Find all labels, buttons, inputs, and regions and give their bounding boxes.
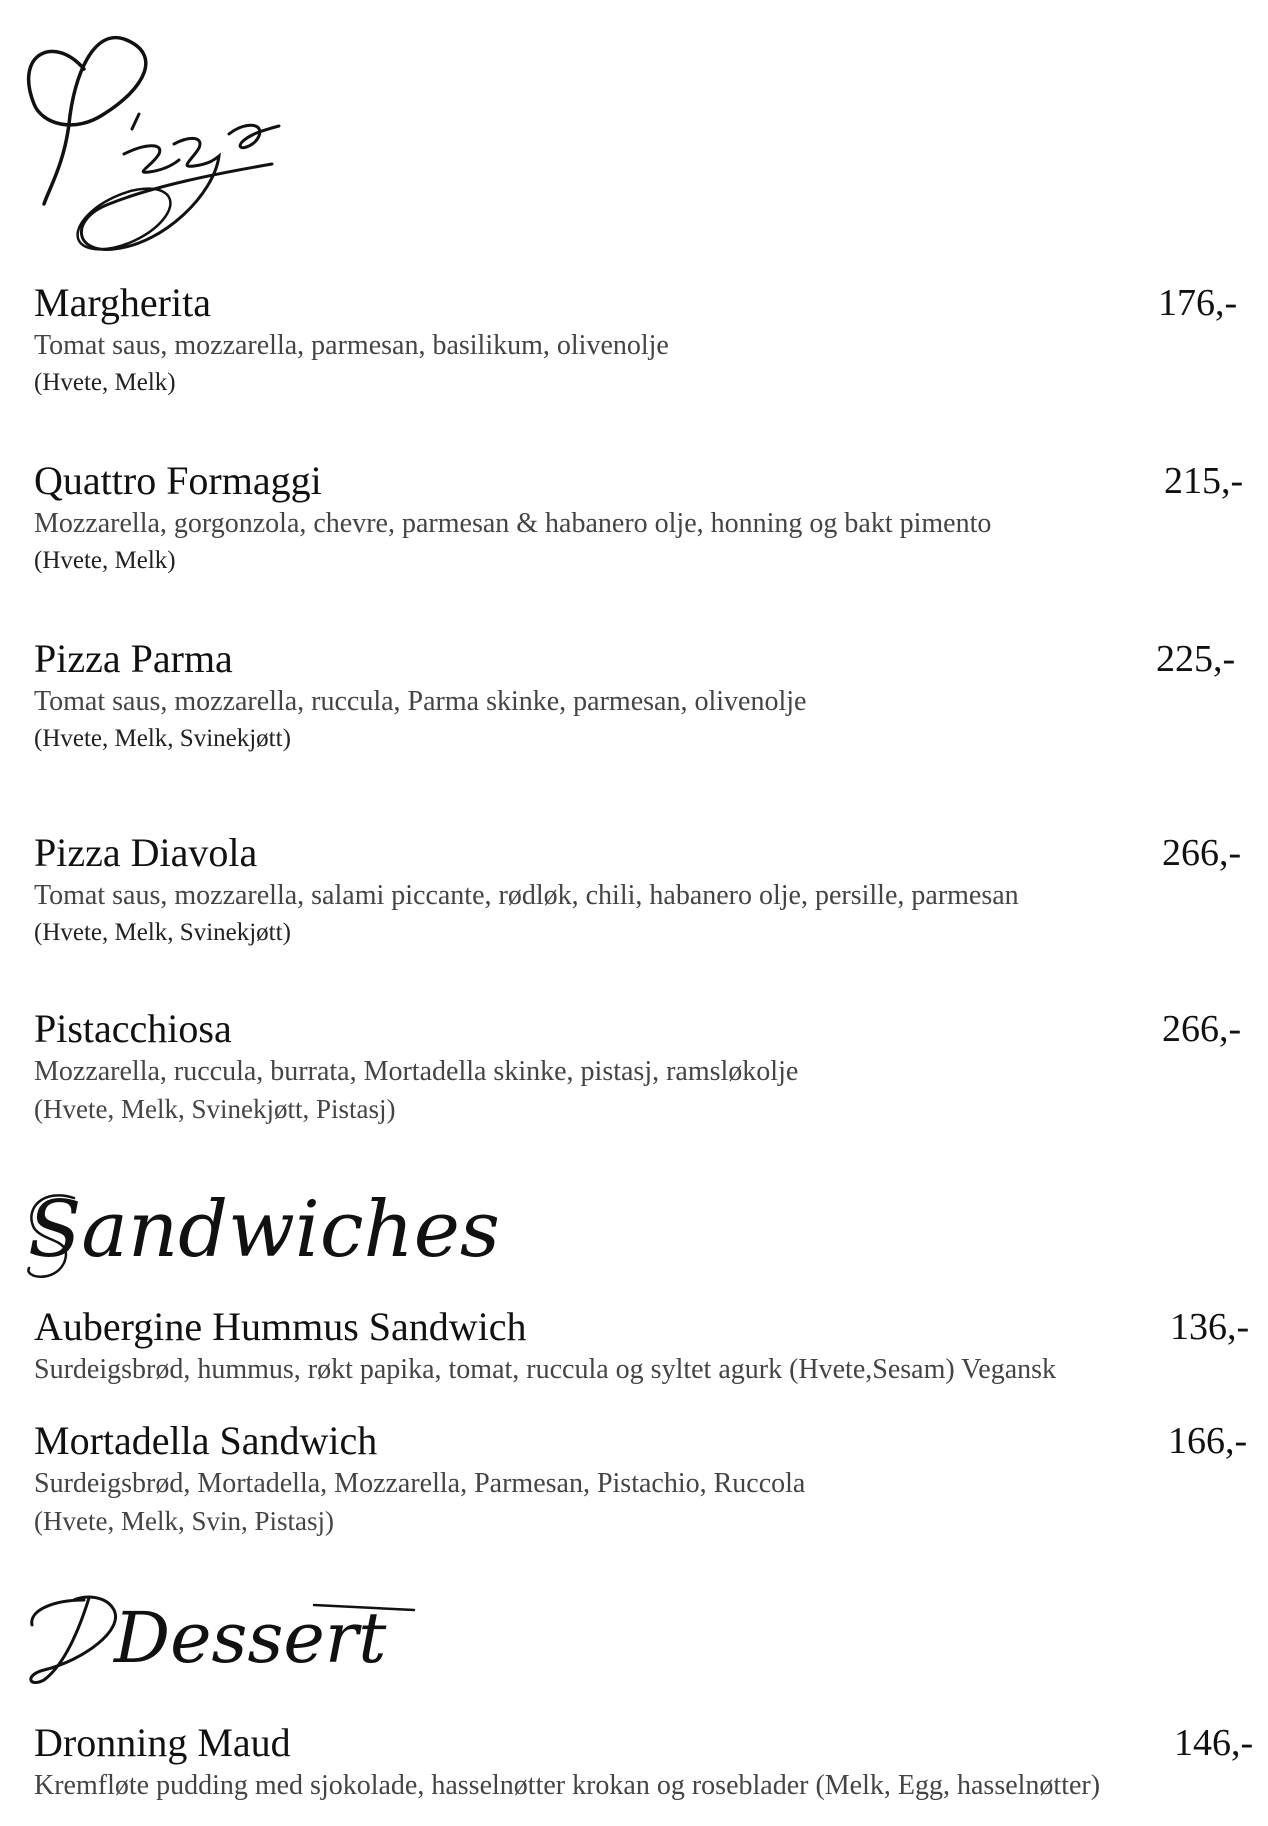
menu-item-margherita: [34, 280, 1260, 402]
item-price: 136,-: [1170, 1306, 1250, 1348]
menu-item-pistacchiosa: [34, 1006, 1260, 1128]
item-price: 146,-: [1174, 1722, 1254, 1764]
item-description: Tomat saus, mozzarella, parmesan, basilikum, olivenolje: [34, 330, 669, 361]
section-title-pizza: [14, 14, 284, 259]
item-allergens: (Hvete, Melk, Svinekjøtt, Pistasj): [34, 1094, 396, 1124]
item-name: Pizza Parma: [34, 636, 233, 681]
menu-item-dronning-maud: [34, 1720, 1260, 1804]
section-title-dessert: [14, 1580, 414, 1690]
item-name: Dronning Maud: [34, 1720, 291, 1765]
item-price: 266,-: [1162, 832, 1242, 874]
pizza-title-text: Pizza: [14, 14, 17, 15]
menu-item-quattro-formaggi: [34, 458, 1260, 580]
item-description: Mozzarella, gorgonzola, chevre, parmesan & habanero olje, honning og bakt pimento: [34, 508, 992, 539]
item-description: Kremfløte pudding med sjokolade, hasselnøtter krokan og roseblader (Melk, Egg, hasselnøtter): [34, 1770, 1101, 1801]
item-allergens: (Hvete, Melk, Svinekjøtt): [34, 919, 291, 946]
item-name: Pistacchiosa: [34, 1006, 232, 1051]
dessert-title-text: Dessert: [114, 1597, 387, 1679]
sandwiches-script-logo: [14, 1168, 500, 1288]
item-price: 166,-: [1168, 1420, 1248, 1462]
item-allergens: (Hvete, Melk, Svin, Pistasj): [34, 1506, 334, 1536]
menu-item-pizza-diavola: [34, 830, 1260, 952]
item-description: Surdeigsbrød, Mortadella, Mozzarella, Parmesan, Pistachio, Ruccola: [34, 1468, 806, 1499]
sandwiches-title-text: Sandwiches: [28, 1185, 500, 1275]
item-allergens: (Hvete, Melk): [34, 369, 176, 396]
item-name: Margherita: [34, 280, 211, 325]
menu-item-aubergine-hummus-sandwich: [34, 1304, 1260, 1388]
item-description: Tomat saus, mozzarella, ruccula, Parma skinke, parmesan, olivenolje: [34, 686, 807, 717]
item-price: 225,-: [1156, 638, 1236, 680]
dessert-script-logo: [14, 1580, 414, 1690]
item-price: 176,-: [1158, 282, 1238, 324]
item-name: Quattro Formaggi: [34, 458, 322, 503]
item-allergens: (Hvete, Melk, Svinekjøtt): [34, 725, 291, 752]
item-price: 215,-: [1164, 460, 1244, 502]
item-allergens: (Hvete, Melk): [34, 547, 176, 574]
item-name: Mortadella Sandwich: [34, 1418, 378, 1463]
item-name: Aubergine Hummus Sandwich: [34, 1304, 527, 1349]
item-name: Pizza Diavola: [34, 830, 258, 875]
item-description: Surdeigsbrød, hummus, røkt papika, tomat, ruccula og syltet agurk (Hvete,Sesam) Vegansk: [34, 1354, 1057, 1385]
menu-item-mortadella-sandwich: [34, 1418, 1260, 1540]
item-description: Mozzarella, ruccula, burrata, Mortadella skinke, pistasj, ramsløkolje: [34, 1056, 799, 1087]
item-price: 266,-: [1162, 1008, 1242, 1050]
item-description: Tomat saus, mozzarella, salami piccante, rødløk, chili, habanero olje, persille, parmesan: [34, 880, 1019, 911]
pizza-script-logo: [14, 14, 284, 259]
menu-item-pizza-parma: [34, 636, 1260, 758]
section-title-sandwiches: [14, 1168, 500, 1288]
